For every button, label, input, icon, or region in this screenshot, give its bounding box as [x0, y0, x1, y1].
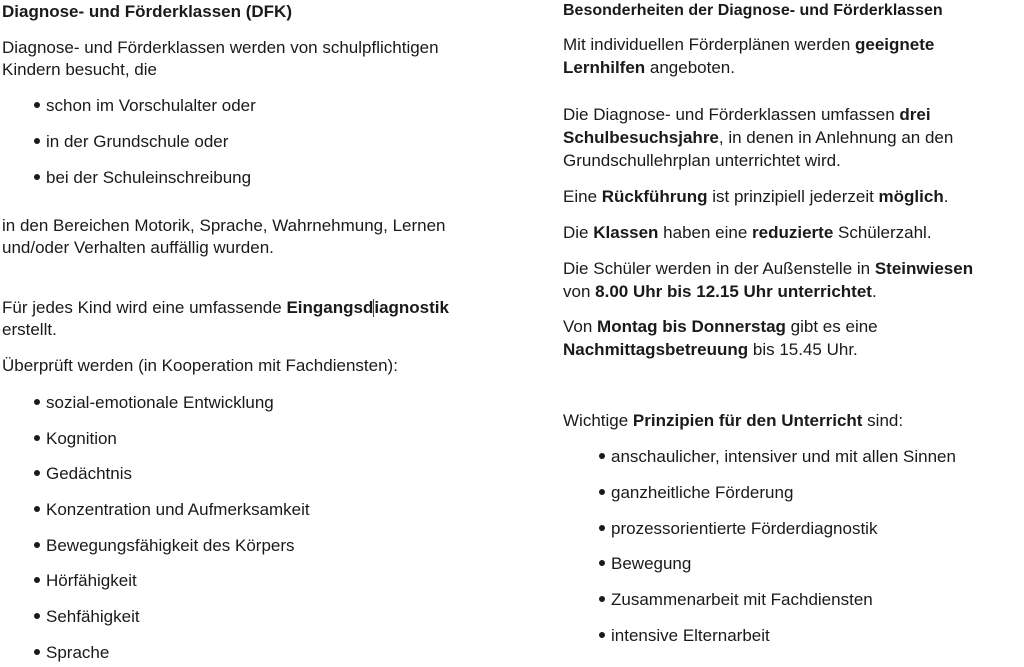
diagnostics-line-1: Für jedes Kind wird eine umfassende Eingangsdiagnostik [2, 298, 449, 317]
bullet-icon [599, 489, 605, 495]
diagnostics-line-2: erstellt. [2, 320, 57, 339]
bullet-icon [34, 138, 40, 144]
bullet-icon [34, 470, 40, 476]
principles-intro: Wichtige Prinzipien für den Unterricht sind: [563, 411, 904, 430]
bullet-icon [34, 613, 40, 619]
left-heading: Diagnose- und Förderklassen (DFK) [2, 2, 292, 21]
list-item: bei der Schuleinschreibung [34, 167, 251, 189]
areas-line-1: in den Bereichen Motorik, Sprache, Wahrnehmung, Lernen [2, 216, 446, 235]
afternoon-care-line-2: Nachmittagsbetreuung bis 15.45 Uhr. [563, 340, 858, 359]
bullet-icon [34, 435, 40, 441]
areas-line-2: und/oder Verhalten auffällig wurden. [2, 238, 274, 257]
list-item: in der Grundschule oder [34, 131, 228, 153]
bullet-icon [34, 577, 40, 583]
support-plans-line-2: Lernhilfen angeboten. [563, 58, 735, 77]
intro-line-2: Kindern besucht, die [2, 60, 157, 79]
list-item: Konzentration und Aufmerksamkeit [34, 499, 310, 521]
school-years-line-2: Schulbesuchsjahre, in denen in Anlehnung an den [563, 128, 954, 147]
list-item: Hörfähigkeit [34, 570, 137, 592]
location-line-2: von 8.00 Uhr bis 12.15 Uhr unterrichtet. [563, 282, 877, 301]
checked-intro: Überprüft werden (in Kooperation mit Fachdiensten): [2, 356, 398, 375]
class-size-line: Die Klassen haben eine reduzierte Schülerzahl. [563, 223, 932, 242]
list-item: Sprache [34, 642, 109, 664]
support-plans-line-1: Mit individuellen Förderplänen werden geeignete [563, 35, 935, 54]
bullet-icon [599, 596, 605, 602]
bullet-icon [599, 560, 605, 566]
bullet-icon [599, 632, 605, 638]
list-item: intensive Elternarbeit [599, 625, 770, 647]
list-item: ganzheitliche Förderung [599, 482, 793, 504]
location-line-1: Die Schüler werden in der Außenstelle in Steinwiesen [563, 259, 974, 278]
list-item: prozessorientierte Förderdiagnostik [599, 518, 877, 540]
bullet-icon [34, 102, 40, 108]
bullet-icon [599, 453, 605, 459]
list-item: Zusammenarbeit mit Fachdiensten [599, 589, 873, 611]
bullet-icon [34, 649, 40, 655]
list-item: Gedächtnis [34, 463, 132, 485]
intro-line-1: Diagnose- und Förderklassen werden von schulpflichtigen [2, 38, 439, 57]
bullet-icon [34, 174, 40, 180]
return-line: Eine Rückführung ist prinzipiell jederzeit möglich. [563, 187, 949, 206]
list-item: Bewegungsfähigkeit des Körpers [34, 535, 295, 557]
school-years-line-3: Grundschullehrplan unterrichtet wird. [563, 151, 841, 170]
school-years-line-1: Die Diagnose- und Förderklassen umfassen drei [563, 105, 931, 124]
bullet-icon [599, 525, 605, 531]
list-item: sozial-emotionale Entwicklung [34, 392, 274, 414]
list-item: anschaulicher, intensiver und mit allen Sinnen [599, 446, 956, 468]
list-item: Sehfähigkeit [34, 606, 140, 628]
list-item: Bewegung [599, 553, 691, 575]
list-item: Kognition [34, 428, 117, 450]
bullet-icon [34, 506, 40, 512]
text-cursor [373, 299, 374, 317]
list-item: schon im Vorschulalter oder [34, 95, 256, 117]
afternoon-care-line-1: Von Montag bis Donnerstag gibt es eine [563, 317, 878, 336]
bullet-icon [34, 542, 40, 548]
bullet-icon [34, 399, 40, 405]
right-heading: Besonderheiten der Diagnose- und Förderklassen [563, 2, 943, 19]
